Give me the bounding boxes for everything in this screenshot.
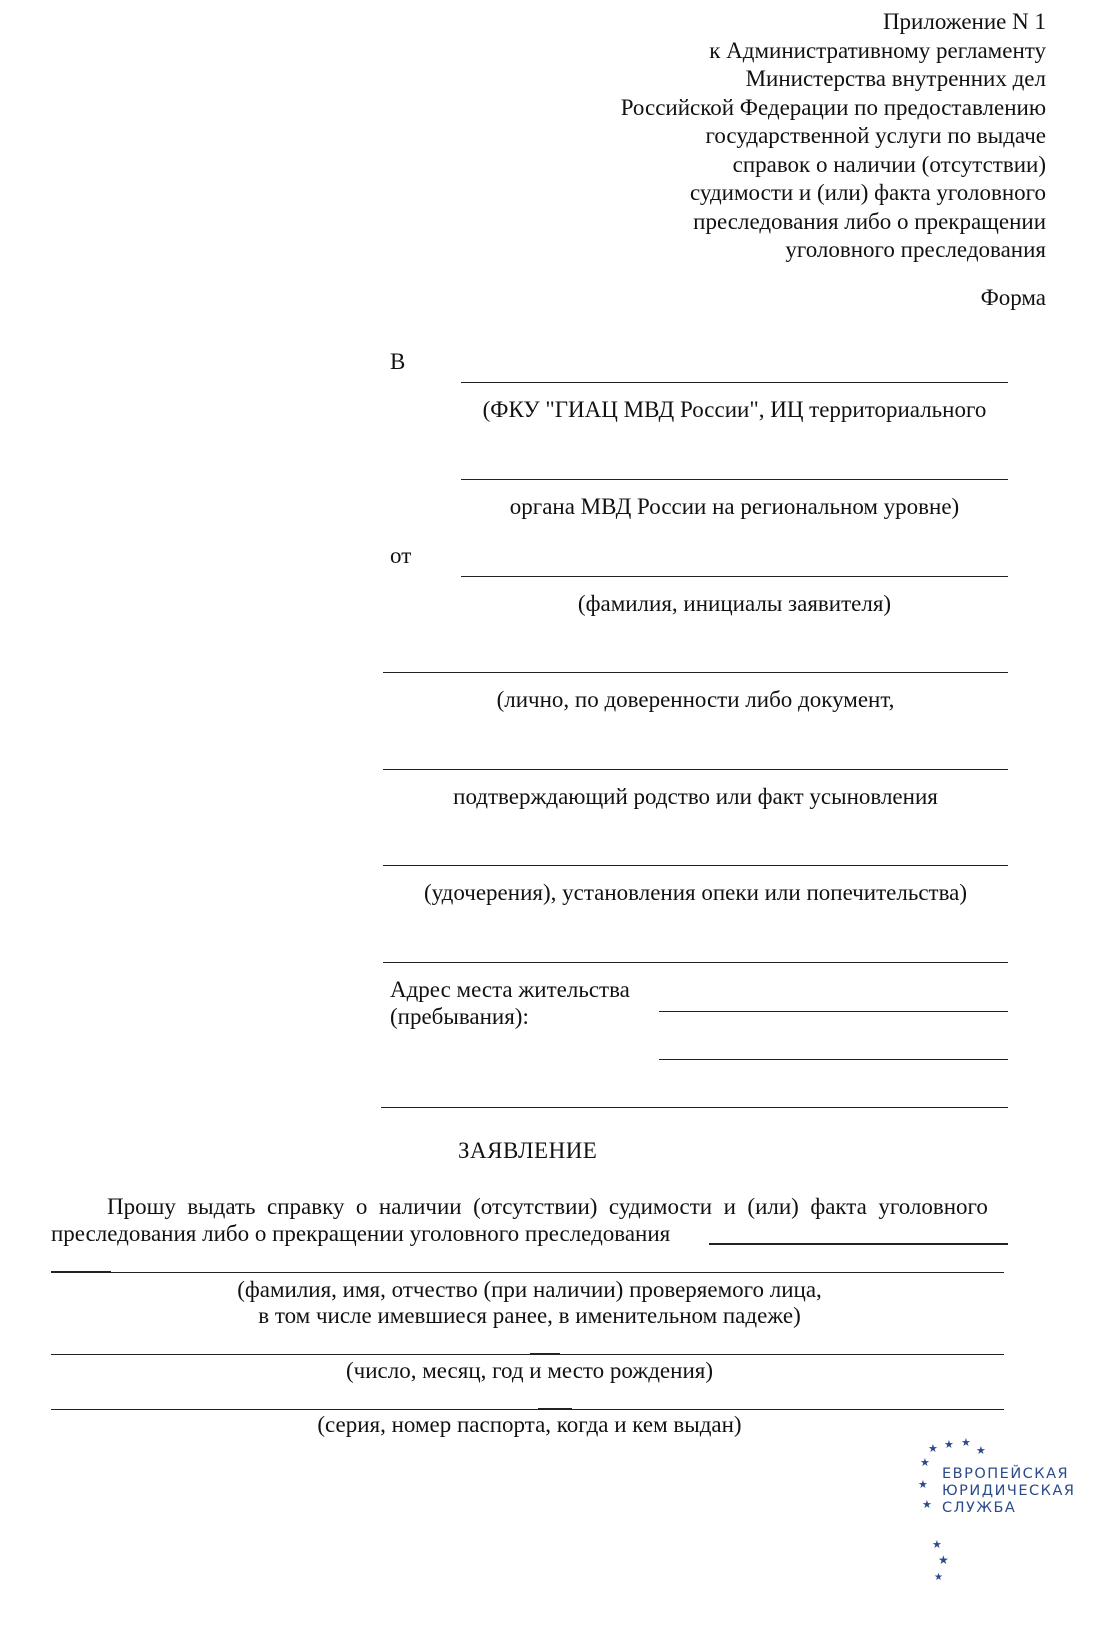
from-label: от bbox=[390, 543, 412, 568]
from-hint-4: (удочерения), установления опеки или попечительства) bbox=[423, 880, 968, 905]
svg-text:★: ★ bbox=[938, 1553, 949, 1567]
address-label-2: (пребывания): bbox=[390, 1004, 529, 1029]
person-name-field-line[interactable] bbox=[111, 1272, 1004, 1273]
person-name-field-inline[interactable] bbox=[709, 1243, 1008, 1245]
star-icon: ★ bbox=[928, 1442, 938, 1455]
passport-field-line[interactable] bbox=[51, 1409, 1004, 1410]
svg-text:★: ★ bbox=[932, 1538, 942, 1551]
to-hint-1: (ФКУ "ГИАЦ МВД России", ИЦ территориального bbox=[482, 397, 987, 422]
to-field-line-2[interactable] bbox=[461, 479, 1008, 480]
birth-field-line[interactable] bbox=[51, 1354, 1004, 1355]
from-field-line-2[interactable] bbox=[383, 672, 1008, 673]
logo-line-1: ЕВРОПЕЙСКАЯ bbox=[942, 1466, 1070, 1482]
logo-line-3: СЛУЖБА bbox=[942, 1500, 1017, 1516]
statement-title: ЗАЯВЛЕНИЕ bbox=[458, 1138, 598, 1163]
person-hint-1: (фамилия, имя, отчество (при наличии) проверяемого лица, bbox=[237, 1277, 822, 1302]
statement-text-line-2: преследования либо о прекращении уголовного преследования bbox=[51, 1221, 671, 1246]
header-line-federation: Российской Федерации по предоставлению bbox=[620, 94, 1046, 120]
from-hint-1: (фамилия, инициалы заявителя) bbox=[577, 591, 892, 616]
document-header bbox=[621, 8, 1046, 265]
to-label: В bbox=[390, 349, 406, 374]
passport-field-mark bbox=[538, 1408, 572, 1410]
header-line-termination: уголовного преследования bbox=[785, 237, 1046, 262]
address-field-line-2[interactable] bbox=[659, 1059, 1008, 1060]
statement-text-line-1: Прошу выдать справку о наличии (отсутствии) судимости и (или) факта уголовного bbox=[107, 1194, 988, 1219]
header-line-regulation: к Административному регламенту bbox=[709, 37, 1046, 63]
from-field-line-3[interactable] bbox=[383, 769, 1008, 770]
passport-hint: (серия, номер паспорта, когда и кем выдан) bbox=[317, 1412, 742, 1437]
address-field-line-3[interactable] bbox=[381, 1107, 1008, 1108]
from-hint-2: (лично, по доверенности либо документ, bbox=[496, 687, 895, 712]
from-field-line-5[interactable] bbox=[383, 962, 1008, 963]
form-label: Форма bbox=[980, 285, 1046, 310]
svg-text:★: ★ bbox=[934, 1572, 943, 1583]
star-icon: ★ bbox=[922, 1498, 932, 1511]
to-field-line-1[interactable] bbox=[461, 382, 1008, 383]
birth-field-mark bbox=[530, 1353, 560, 1355]
star-icon: ★ bbox=[918, 1478, 928, 1491]
person-hint-2: в том числе имевшиеся ранее, в именительном падеже) bbox=[258, 1303, 801, 1328]
star-icon: ★ bbox=[961, 1436, 971, 1449]
person-name-field-start[interactable] bbox=[51, 1271, 111, 1273]
star-icon: ★ bbox=[920, 1456, 930, 1469]
address-label-1: Адрес места жительства bbox=[390, 977, 630, 1002]
header-line-certificates: справок о наличии (отсутствии) bbox=[732, 151, 1046, 177]
from-field-line-1[interactable] bbox=[461, 576, 1008, 577]
star-icon: ★ bbox=[976, 1444, 986, 1457]
header-line-ministry: Министерства внутренних дел bbox=[745, 66, 1046, 91]
from-hint-3: подтверждающий родство или факт усыновления bbox=[453, 784, 938, 809]
address-field-line-1[interactable] bbox=[659, 1011, 1008, 1012]
header-line-appendix: Приложение N 1 bbox=[882, 9, 1046, 34]
birth-hint: (число, месяц, год и место рождения) bbox=[346, 1358, 713, 1383]
star-icon: ★ bbox=[944, 1438, 954, 1451]
header-line-prosecution: преследования либо о прекращении bbox=[693, 208, 1046, 234]
header-line-service: государственной услуги по выдаче bbox=[705, 123, 1046, 148]
logo-line-2: ЮРИДИЧЕСКАЯ bbox=[942, 1483, 1076, 1499]
from-field-line-4[interactable] bbox=[383, 865, 1008, 866]
header-line-conviction: судимости и (или) факта уголовного bbox=[690, 180, 1046, 205]
to-hint-2: органа МВД России на региональном уровне) bbox=[509, 494, 960, 519]
